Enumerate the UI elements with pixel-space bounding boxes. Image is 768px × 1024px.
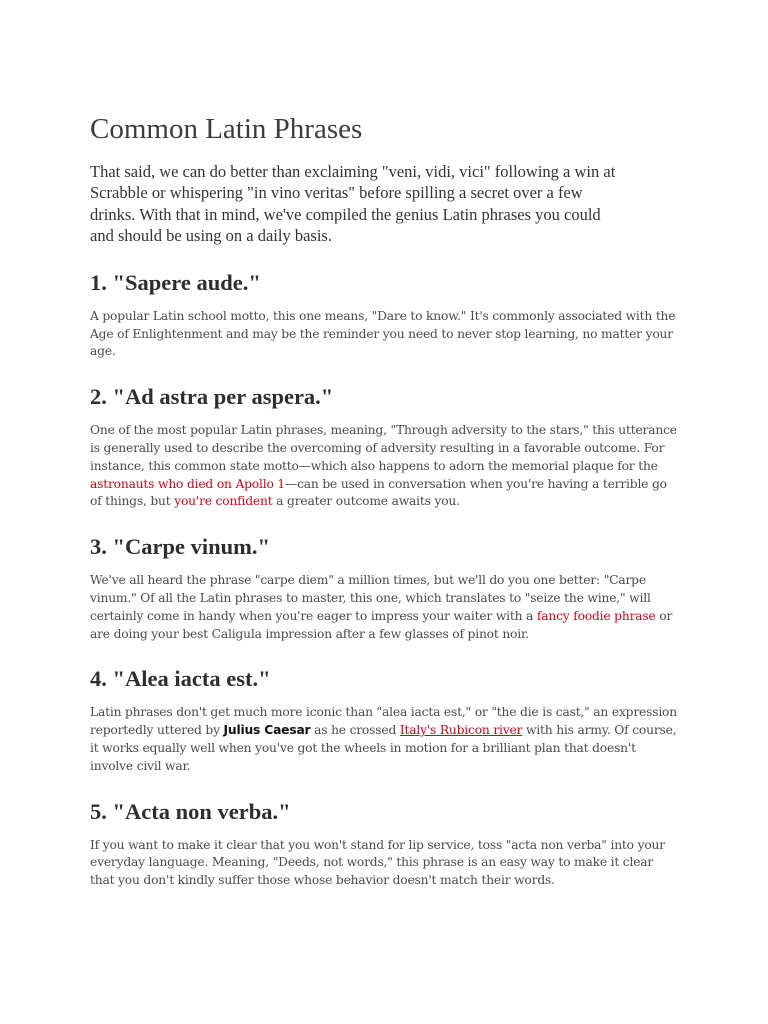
body-text: with his army. Of course, it works equally well when you've got the wheels in motion for a brilliant plan that doesn't involve civil war. (90, 723, 677, 773)
section-3 (90, 533, 680, 643)
body-text: We've all heard the phrase "carpe diem" a million times, but we'll do you one better: "Carpe vinum." Of all the Latin phrases to master, this one, which translates to "seize the wine," will certainly come in handy when you're eager to impress your waiter with a (90, 573, 651, 623)
page-title: Common Latin Phrases (90, 113, 363, 145)
section-heading: 5. "Acta non verba." (90, 798, 291, 824)
section-body (90, 837, 680, 890)
section-heading: 4. "Alea iacta est." (90, 666, 271, 692)
inline-link[interactable]: fancy foodie phrase (536, 608, 656, 623)
body-text: a greater outcome awaits you. (272, 494, 460, 509)
section-4 (90, 665, 680, 775)
section-heading: 1. "Sapere aude." (90, 269, 261, 295)
section-body (90, 572, 680, 643)
inline-link[interactable]: you're confident (174, 494, 273, 509)
inline-link[interactable]: astronauts who died on Apollo 1 (90, 476, 286, 491)
body-text: or are doing your best Caligula impression after a few glasses of pinot noir. (90, 608, 673, 641)
section-1 (90, 269, 680, 361)
section-heading: 2. "Ad astra per aspera." (90, 384, 334, 410)
inline-link[interactable]: Italy's Rubicon river (399, 723, 523, 738)
section-body (90, 704, 680, 775)
section-2 (90, 383, 680, 511)
body-text: One of the most popular Latin phrases, meaning, "Through adversity to the stars," this utterance is generally used to describe the overcoming of adversity resulting in a favorable outcome. For instance, this common state motto—which also happens to adorn the memorial plaque for the (90, 423, 677, 473)
section-body (90, 308, 680, 361)
body-text: Latin phrases don't get much more iconic than "alea iacta est," or "the die is cast," an expression reportedly uttered by (90, 705, 677, 738)
body-text: A popular Latin school motto, this one means, "Dare to know." It's commonly associated with the Age of Enlightenment and may be the reminder you need to never stop learning, no matter your age. (90, 308, 676, 359)
section-5 (90, 798, 680, 890)
body-text: —can be used in conversation when you're having a terrible go of things, but (90, 476, 667, 509)
article (90, 112, 680, 912)
bold-name: Julius Caesar (223, 723, 311, 738)
body-text: as he crossed (310, 723, 400, 738)
body-text: If you want to make it clear that you won't stand for lip service, toss "acta non verba" into your everyday language. Meaning, "Deeds, not words," this phrase is an easy way to make it clear that you don't kindly suffer those whose behavior doesn't match their words. (90, 837, 665, 888)
intro-paragraph: That said, we can do better than exclaiming "veni, vidi, vici" following a win at Scrabble or whispering "in vino veritas" before spilling a secret over a few drinks. With that in mind, we've compiled the genius Latin phrases you could and should be using on a daily basis. (90, 161, 616, 246)
section-heading: 3. "Carpe vinum." (90, 534, 270, 560)
section-body (90, 422, 680, 511)
